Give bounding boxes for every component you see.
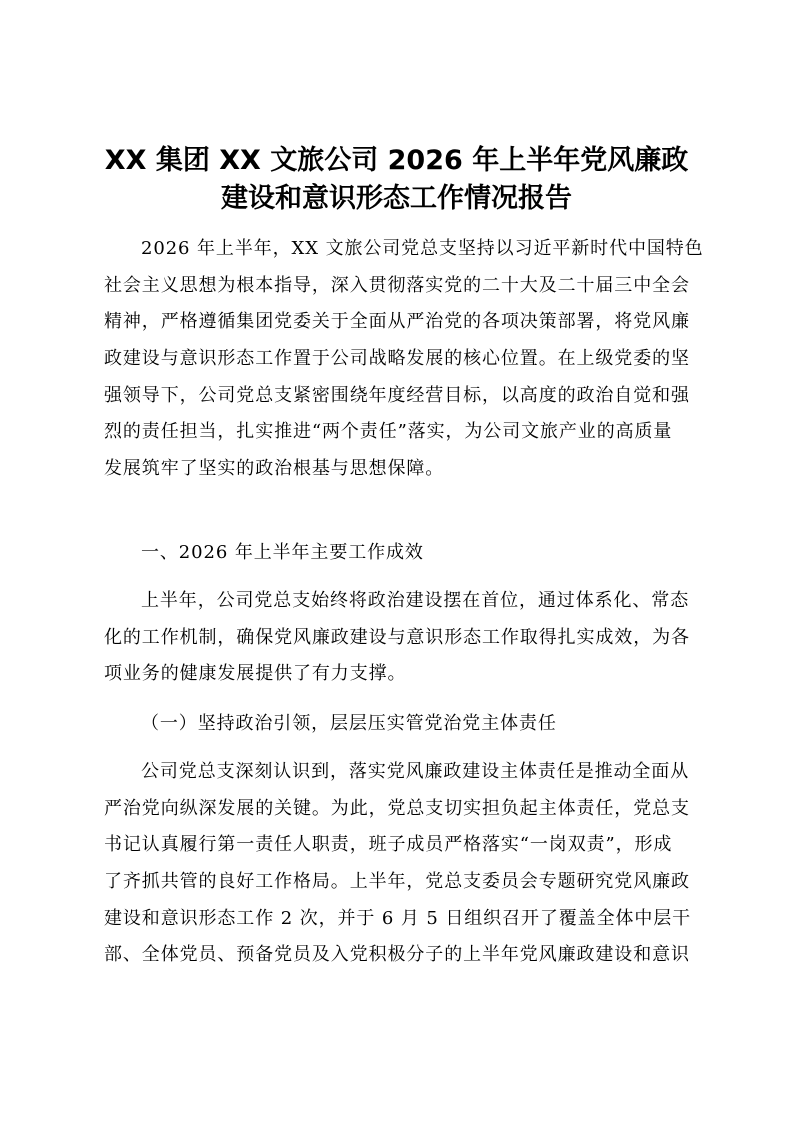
- section-heading-text: 一、2026 年上半年主要工作成效: [141, 542, 424, 563]
- paragraph-line: 精神，严格遵循集团党委关于全面从严治党的各项决策部署，将党风廉: [104, 311, 690, 333]
- document-title-line-1: XX 集团 XX 文旅公司 2026 年上半年党风廉政: [104, 145, 689, 176]
- paragraph-line: 强领导下，公司党总支紧密围绕年度经营目标，以高度的政治自觉和强: [104, 384, 690, 406]
- paragraph-line: 政建设与意识形态工作置于公司战略发展的核心位置。在上级党委的坚: [104, 348, 690, 370]
- paragraph-line: 书记认真履行第一责任人职责，班子成员严格落实“一岗双责”，形成: [104, 834, 673, 856]
- paragraph-line: 建设和意识形态工作 2 次，并于 6 月 5 日组织召开了覆盖全体中层干: [104, 907, 692, 929]
- paragraph-line: 化的工作机制，确保党风廉政建设与意识形态工作取得扎实成效，为各: [104, 626, 690, 648]
- paragraph-line: 烈的责任担当，扎实推进“两个责任”落实，为公司文旅产业的高质量: [104, 421, 673, 443]
- paragraph-line: 发展筑牢了坚实的政治根基与思想保障。: [104, 458, 445, 480]
- paragraph-line: 社会主义思想为根本指导，深入贯彻落实党的二十大及二十届三中全会: [104, 274, 690, 296]
- paragraph-line: 严治党向纵深发展的关键。为此，党总支切实担负起主体责任，党总支: [104, 797, 690, 819]
- paragraph-line: 2026 年上半年，XX 文旅公司党总支坚持以习近平新时代中国特色: [141, 238, 704, 259]
- paragraph-line: 上半年，公司党总支始终将政治建设摆在首位，通过体系化、常态: [141, 590, 690, 611]
- paragraph-line: 公司党总支深刻认识到，落实党风廉政建设主体责任是推动全面从: [141, 761, 690, 782]
- section-heading-1: [104, 535, 694, 572]
- subsection-1-paragraph: [104, 754, 694, 974]
- section-1-paragraph: [104, 583, 694, 693]
- document-title-line-2: 建设和意识形态工作情况报告: [221, 183, 572, 214]
- paragraph-line: 了齐抓共管的良好工作格局。上半年，党总支委员会专题研究党风廉政: [104, 871, 690, 893]
- subsection-heading-text: （一）坚持政治引领，层层压实管党治党主体责任: [141, 713, 557, 734]
- paragraph-line: 部、全体党员、预备党员及入党积极分子的上半年党风廉政建设和意识: [104, 944, 690, 966]
- intro-paragraph: [104, 231, 704, 488]
- subsection-heading-1: [104, 706, 694, 743]
- paragraph-line: 项业务的健康发展提供了有力支撑。: [104, 663, 407, 685]
